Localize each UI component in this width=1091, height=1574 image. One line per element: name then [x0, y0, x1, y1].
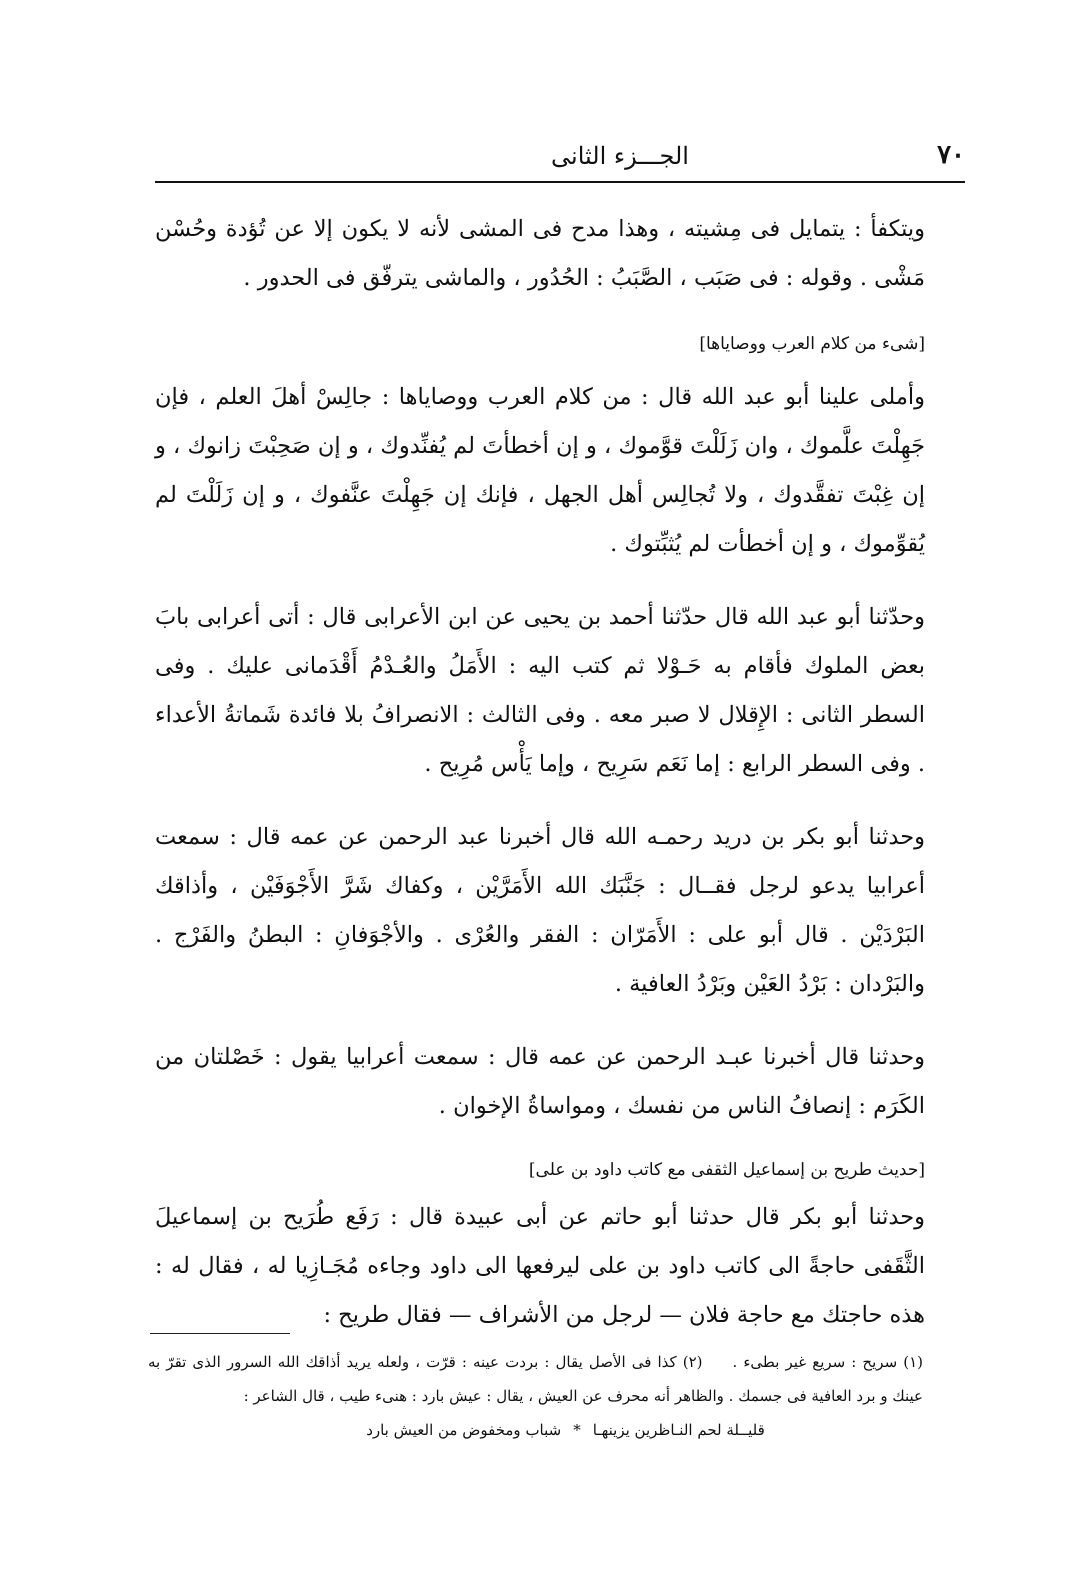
footnote-1: (١) سريح : سريع غير بطىء .: [732, 1353, 923, 1371]
verse-separator: *: [573, 1421, 581, 1439]
paragraph-3: وحدّثنا أبو عبد الله قال حدّثنا أحمد بن يحيى عن ابن الأعرابى قال : أتى أعرابى بابَ بعض الملوك فأقام به حَـوْلا ثم كتب اليه : الأَمَلُ والعُـدْمُ أَقْدَمانى عليك . وفى السطر الثانى : الإِقلال لا صبر معه . وفى الثالث : الانصرافُ بلا فائدة شَماتةُ الأعداء . وفى السطر الرابع : إما نَعَم سَرِيح ، وإما يَأْس مُرِيح .: [155, 604, 925, 777]
page-number: ٧٠: [937, 140, 965, 170]
paragraph-6: وحدثنا أبو بكر قال حدثنا أبو حاتم عن أبى عبيدة قال : رَفَع طُرَيح بن إسماعيلَ الثَّقَفى حاجةً الى كاتب داود بن على ليرفعها الى داود وجاءه مُجَـازِيا له ، فقال له : هذه حاجتك مع حاجة فلان — لرجل من الأشراف — فقال طريح :: [155, 1204, 925, 1328]
paragraph-5: وحدثنا قال أخبرنا عبـد الرحمن عن عمه قال : سمعت أعرابيا يقول : خَصْلتان من الكَرَم : إنصافُ الناس من نفسك ، ومواساةُ الإخوان .: [155, 1044, 925, 1119]
header-rule: [155, 181, 965, 183]
verse-second-hemistich: شباب ومخفوض من العيش بارد: [366, 1421, 562, 1439]
running-title: الجـــزء الثانى: [551, 142, 689, 170]
footnotes: [148, 1345, 923, 1447]
paragraph-2: وأملى علينا أبو عبد الله قال : من كلام العرب ووصاياها : جالِسْ أهلَ العلم ، فإن جَهِلْتَ علَّموك ، وان زَلَلْتَ قوَّموك ، و إن أخطأتَ لم يُفنِّدوك ، و إن صَحِبْتَ زانوك ، و إن غِبْتَ تفقَّدوك ، ولا تُجالِس أهل الجهل ، فإنك إن جَهِلْتَ عنَّفوك ، و إن زَلَلْتَ لم يُقوِّموك ، و إن أخطأت لم يُثبِّتوك .: [155, 384, 925, 557]
section-heading-turayh: [حديث طريح بن إسماعيل الثقفى مع كاتب داود بن على]: [528, 1160, 925, 1180]
page-header: [155, 140, 965, 176]
footnote-rule: [150, 1333, 290, 1334]
paragraph-1: ويتكفأ : يتمايل فى مِشيته ، وهذا مدح فى المشى لأنه لا يكون إلا عن تُؤدة وحُسْن مَشْى . وقوله : فى صَبَب ، الصَّبَبُ : الحُدُور ، والماشى يترفّق فى الحدور .: [155, 216, 925, 291]
section-heading-arab-sayings: [شىء من كلام العرب ووصاياها]: [699, 334, 925, 354]
body-text: [155, 205, 925, 1364]
verse-first-hemistich: قليــلة لحم النـاظرين يزينهـا: [592, 1421, 765, 1439]
footnote-verse: [148, 1413, 923, 1447]
footnote-2: (٢) كذا فى الأصل يقال : بردت عينه : قرّت ، ولعله يريد أذاقك الله السرور الذى تقرّ به عينك و برد العافية فى جسمك . والظاهر أنه محرف عن العيش ، يقال : عيش بارد : هنىء طيب ، قال الشاعر :: [148, 1353, 923, 1405]
paragraph-4: وحدثنا أبو بكر بن دريد رحمـه الله قال أخبرنا عبد الرحمن عن عمه قال : سمعت أعرابيا يدعو لرجل فقــال : جَنَّبَك الله الأَمَرَّيْن ، وكفاك شَرَّ الأَجْوَفَيْن ، وأذاقك البَرْدَيْن . قال أبو على : الأَمَرّان : الفقر والعُرْى . والأجْوَفانِ : البطنُ والفَرْج . والبَرْدان : بَرْدُ العَيْن وبَرْدُ العافية .: [155, 824, 925, 997]
footnote-block: [148, 1345, 923, 1413]
